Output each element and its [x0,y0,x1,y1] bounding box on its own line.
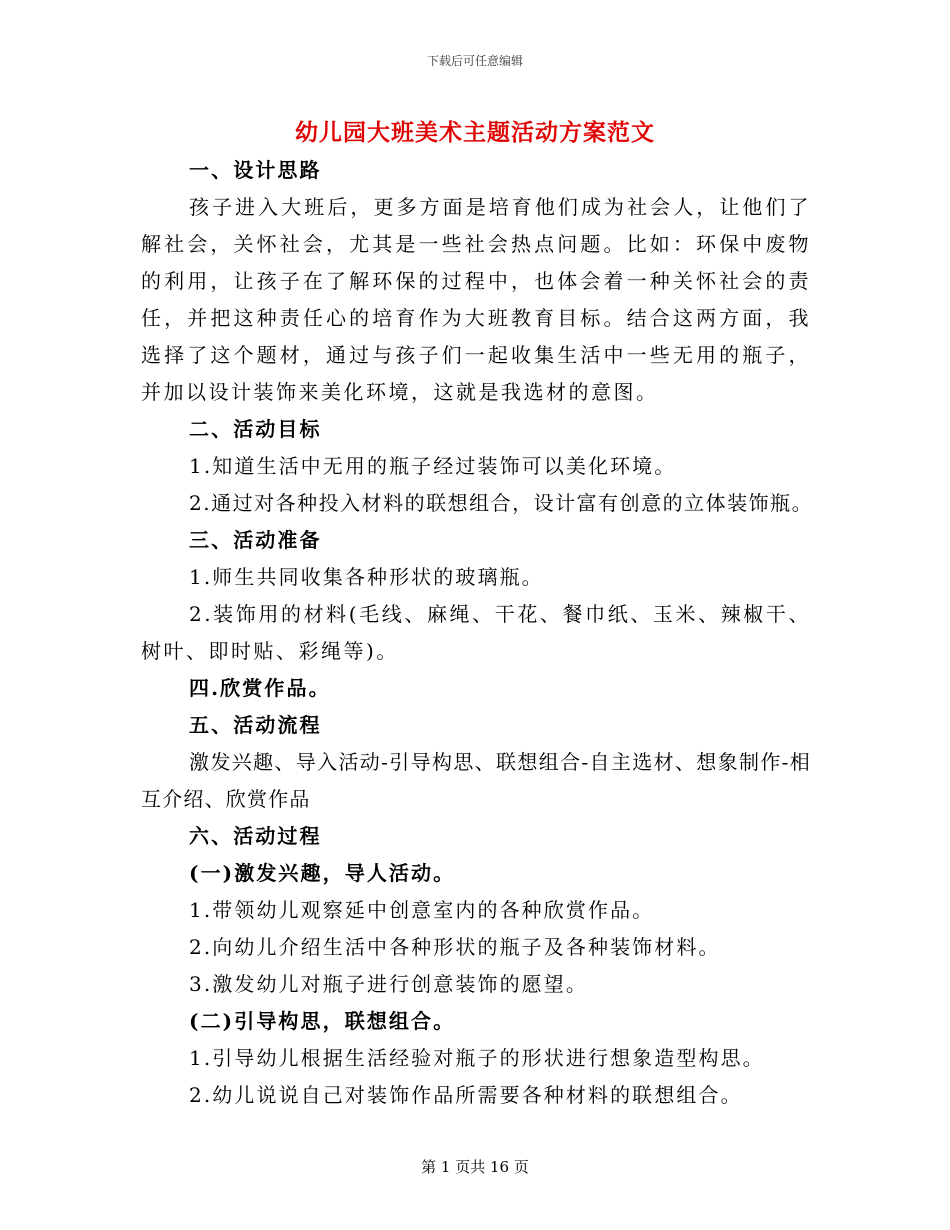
document-body [141,152,814,1114]
document-title: 幼儿园大班美术主题活动方案范文 [295,119,655,146]
section-heading-process: 六、活动过程 [189,824,322,848]
subsection-heading: (二)引导构思，联想组合。 [189,1009,456,1033]
process-item: 2.幼儿说说自己对装饰作品所需要各种材料的联想组合。 [189,1083,743,1107]
process-item: 1.带领幼儿观察延中创意室内的各种欣赏作品。 [189,898,655,922]
section-heading-appreciate: 四.欣赏作品。 [189,676,331,700]
goal-item: 2.通过对各种投入材料的联想组合，设计富有创意的立体装饰瓶。 [189,491,814,515]
page-header: 下载后可任意编辑 [426,54,523,68]
process-item: 2.向幼儿介绍生活中各种形状的瓶子及各种装饰材料。 [189,935,721,959]
design-paragraph: 孩子进入大班后，更多方面是培育他们成为社会人，让他们了解社会，关怀社会，尤其是一些社会热点问题。比如：环保中废物的利用，让孩子在了解环保的过程中，也体会着一种关怀社会的责任，并把这种责任心的培育作为大班教育目标。结合这两方面，我选择了这个题材，通过与孩子们一起收集生活中一些无用的瓶子，并加以设计装饰来美化环境，这就是我选材的意图。 [141,195,811,404]
preparation-item: 1.师生共同收集各种形状的玻璃瓶。 [189,565,544,589]
flow-paragraph: 激发兴趣、导入活动-引导构思、联想组合-自主选材、想象制作-相互介绍、欣赏作品 [141,750,811,811]
goal-item: 1.知道生活中无用的瓶子经过装饰可以美化环境。 [189,454,677,478]
section-heading-flow: 五、活动流程 [189,713,322,737]
section-heading-goals: 二、活动目标 [189,417,322,441]
process-item: 3.激发幼儿对瓶子进行创意装饰的愿望。 [189,972,588,996]
preparation-item: 2.装饰用的材料(毛线、麻绳、干花、餐巾纸、玉米、辣椒干、树叶、即时贴、彩绳等)。 [141,602,811,663]
subsection-heading: (一)激发兴趣，导人活动。 [189,861,456,885]
page-footer: 第 1 页共 16 页 [421,1158,529,1176]
process-item: 1.引导幼儿根据生活经验对瓶子的形状进行想象造型构思。 [189,1046,765,1070]
section-heading-preparation: 三、活动准备 [189,528,322,552]
section-heading-design: 一、设计思路 [189,158,322,182]
